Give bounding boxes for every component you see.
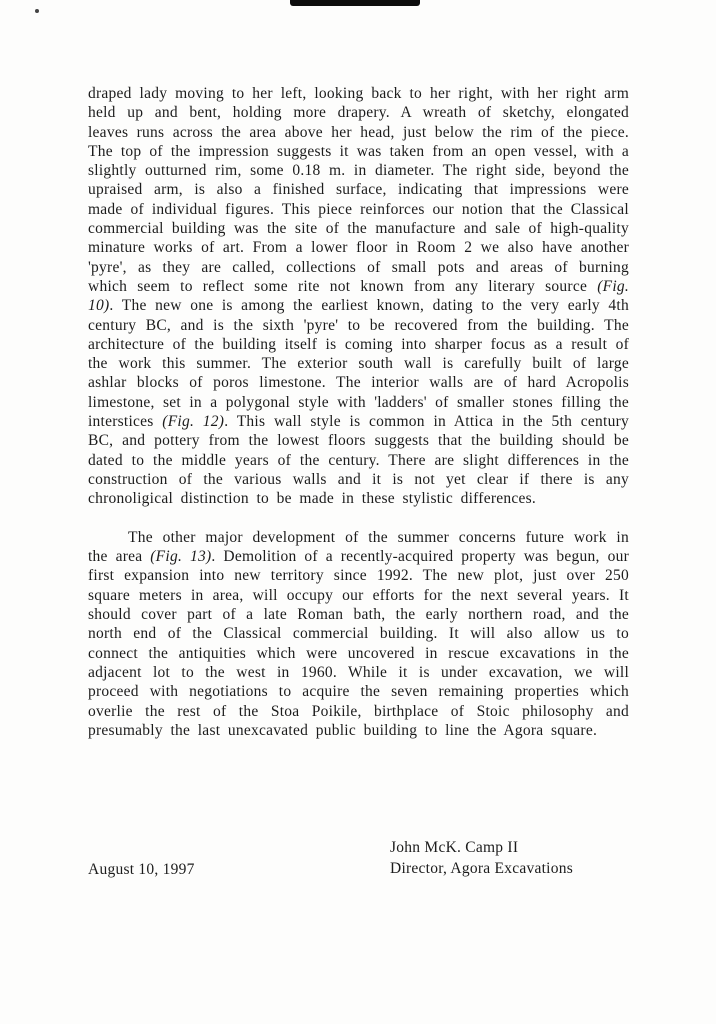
letter-body [88,84,629,740]
paragraph-text: draped lady moving to her left, looking back to her right, with her right arm held up and bent, holding more drapery. A wreath of sketchy, elongated leaves runs across the area above her head, just below the rim of the piece. The top of the impression suggests it was taken from an open vessel, with a slightly outturned rim, some 0.18 m. in diameter. The right side, beyond the upraised arm, is also a finished surface, indicating that impressions were made of individual figures. This piece reinforces our notion that the Classical commercial building was the site of the manufacture and sale of high-quality minature works of art. From a lower floor in Room 2 we also have another 'pyre', as they are called, collections of small pots and areas of burning which seem to reflect some rite not known from any literary source [88,85,629,295]
paragraph-text: . The new one is among the earliest known, dating to the very early 4th century BC, and is the sixth 'pyre' to be recovered from the building. The architecture of the building itself is coming into sharper focus as a result of the work this summer. The exterior south wall is carefully built of large ashlar blocks of poros limestone. The interior walls are of hard Acropolis limestone, set in a polygonal style with 'ladders' of smaller stones filling the interstices [88,297,629,431]
date-line: August 10, 1997 [88,860,195,878]
signature-block [390,838,573,879]
figure-reference: (Fig. 10) [88,277,629,315]
figure-reference: (Fig. 13) [150,548,212,566]
paragraph-text: . This wall style is common in Attica in the 5th century BC, and pottery from the lowest floors suggests that the building should be dated to the middle years of the century. There are slight differences in the construction of the various walls and it is not yet clear if there is any chronoligical distinction to be made in these stylistic differences. [88,413,629,508]
scan-artifact-dot [35,9,39,13]
scan-artifact-bar [290,0,420,6]
paragraph-text: The other major development of the summer concerns future work in the area [88,528,629,566]
paragraph [88,84,629,509]
signature-name: John McK. Camp II [390,839,519,856]
figure-reference: (Fig. 12) [162,413,225,431]
signature-title: Director, Agora Excavations [390,859,574,877]
paragraph [88,528,629,740]
paragraph-text: . Demolition of a recently-acquired property was begun, our first expansion into new territory since 1992. The new plot, just over 250 square meters in area, will occupy our efforts for the next several years. It should cover part of a late Roman bath, the early northern road, and the north end of the Classical commercial building. It will also allow us to connect the antiquities which were uncovered in rescue excavations in the adjacent lot to the west in 1960. While it is under excavation, we will proceed with negotiations to acquire the seven remaining properties which overlie the rest of the Stoa Poikile, birthplace of Stoic philosophy and presumably the last unexcavated public building to line the Agora square. [88,548,629,739]
signature-footer [88,838,629,880]
